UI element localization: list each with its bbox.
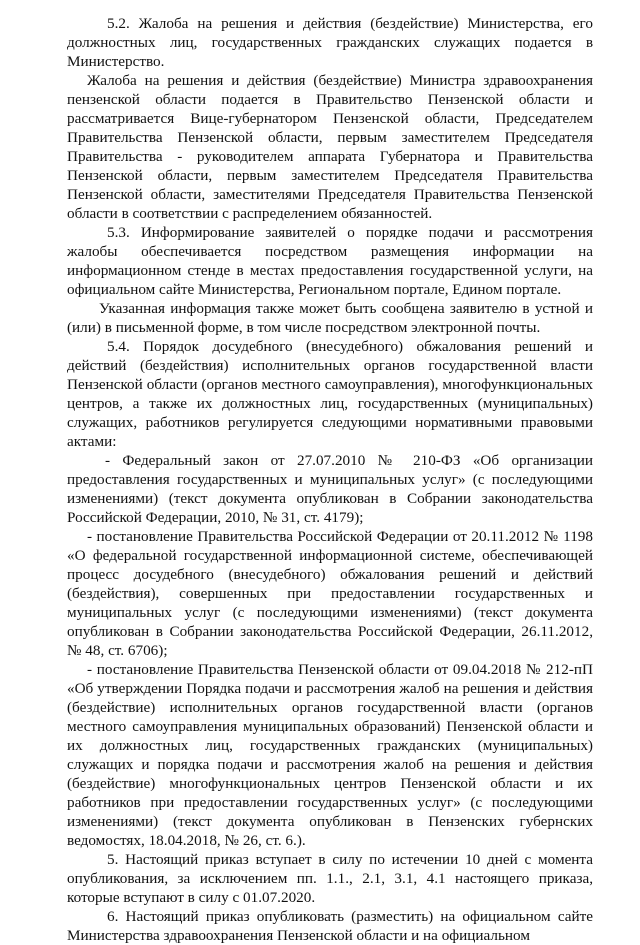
paragraph-5-2: 5.2. Жалоба на решения и действия (бездействие) Министерства, его должностных лиц, государственных гражданских служащих подается в Министерство. <box>67 15 593 70</box>
list-item-government-decree-rf: - постановление Правительства Российской Федерации от 20.11.2012 № 1198 «О федеральной государственной информационной системе, обеспечивающей процесс досудебного (внесудебного) обжалования решений и действий (бездействия), совершенных при предоставлении государственных и муниципальных услуг (с последующими изменениями) (текст документа опубликован в Собрании законодательства Российской Федерации, 26.11.2012, № 48, ст. 6706); <box>67 528 593 659</box>
list-item-government-decree-penza: - постановление Правительства Пензенской области от 09.04.2018 № 212-пП «Об утверждении Порядка подачи и рассмотрения жалоб на решения и действия (бездействие) исполнительных органов государственной власти (органов местного самоуправления муниципальных образований) Пензенской области и их должностных лиц, государственных гражданских (муниципальных) служащих и порядка подачи и рассмотрения жалоб на решения и действия (бездействие) многофункциональных центров Пензенской области и их работников при предоставлении государственных услуг» (с последующими изменениями) (текст документа опубликован в Пензенских губернских ведомостях, 18.04.2018, № 26, ст. 6.). <box>67 661 593 849</box>
paragraph-5-3: 5.3. Информирование заявителей о порядке подачи и рассмотрения жалобы обеспечивается посредством размещения информации на информационном стенде в местах предоставления государственной услуги, на официальном сайте Министерства, Региональном портале, Едином портале. <box>67 224 593 298</box>
document-page <box>67 14 593 945</box>
paragraph-5-effective-date: 5. Настоящий приказ вступает в силу по истечении 10 дней с момента опубликования, за исключением пп. 1.1., 2.1, 3.1, 4.1 настоящего приказа, которые вступают в силу с 01.07.2020. <box>67 851 593 906</box>
paragraph-6-publication: 6. Настоящий приказ опубликовать (разместить) на официальном сайте Министерства здравоохранения Пензенской области и на официальном <box>67 908 593 944</box>
paragraph-complaint-to-minister: Жалоба на решения и действия (бездействие) Министра здравоохранения пензенской области подается в Правительство Пензенской области и рассматривается Вице-губернатором Пензенской области, Председателем Правительства Пензенской области, первым заместителем Председателя Правительства - руководителем аппарата Губернатора и Правительства Пензенской области, первым заместителем Председателя Правительства Пензенской области, заместителями Председателя Правительства Пензенской области в соответствии с распределением обязанностей. <box>67 72 593 222</box>
paragraph-5-4: 5.4. Порядок досудебного (внесудебного) обжалования решений и действий (бездействия) исполнительных органов государственной власти Пензенской области (органов местного самоуправления), многофункциональных центров, а также их должностных лиц, государственных (муниципальных) служащих, работников регулируется следующими нормативными правовыми актами: <box>67 338 593 450</box>
paragraph-information-notice: Указанная информация также может быть сообщена заявителю в устной и (или) в письменной форме, в том числе посредством электронной почты. <box>67 300 593 336</box>
list-item-federal-law: - Федеральный закон от 27.07.2010 № 210-ФЗ «Об организации предоставления государственных и муниципальных услуг» (с последующими изменениями) (текст документа опубликован в Собрании законодательства Российской Федерации, 2010, № 31, ст. 4179); <box>67 452 593 526</box>
